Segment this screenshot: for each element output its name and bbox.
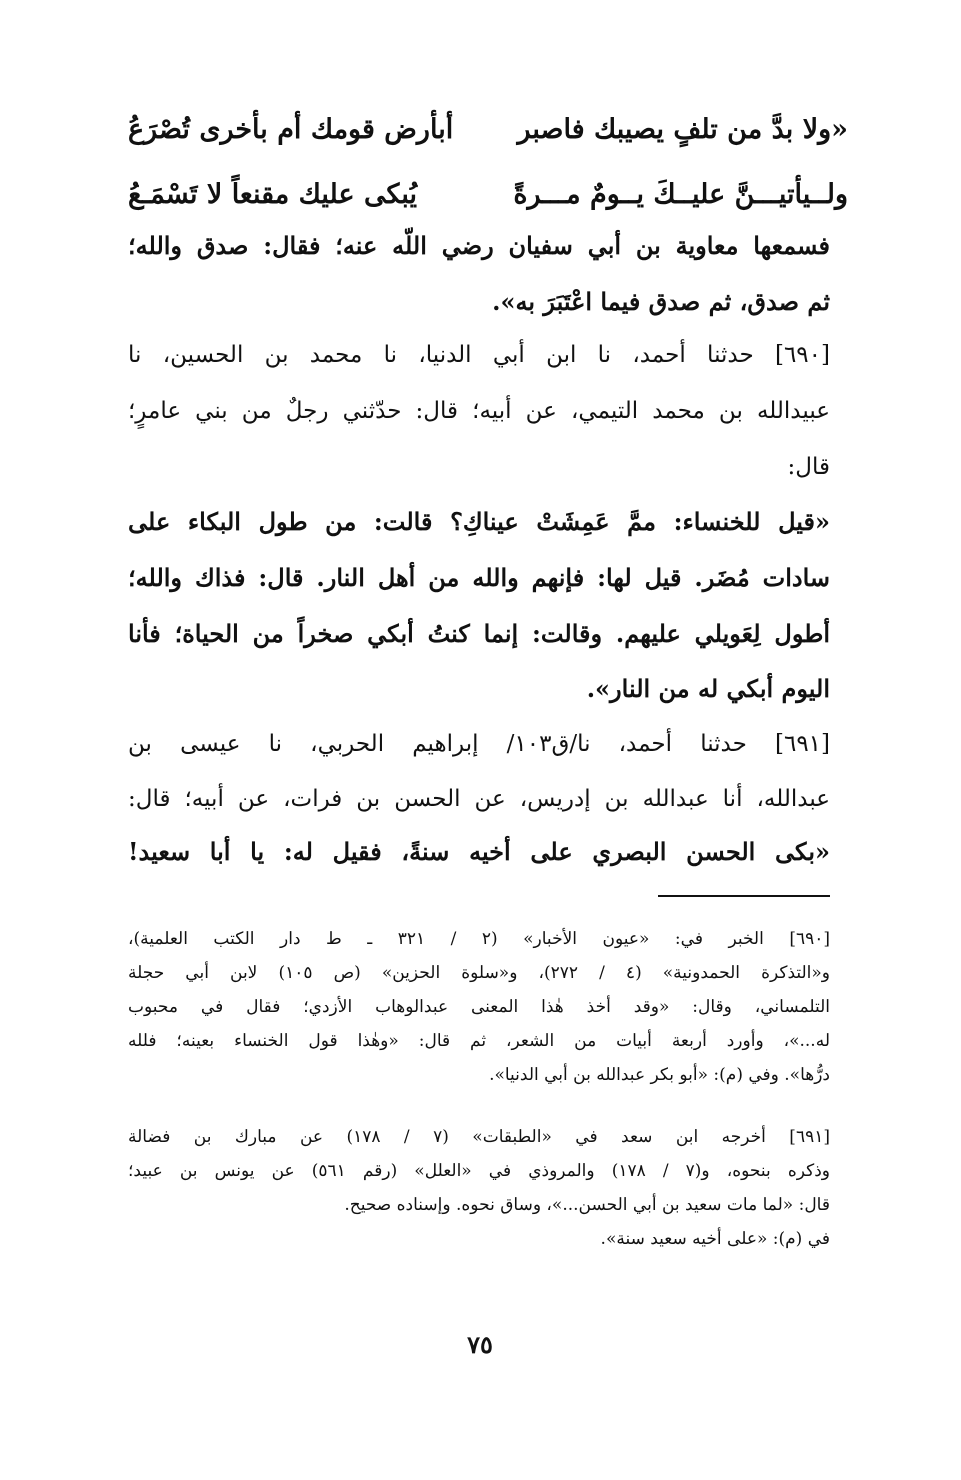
- footnote-line: و«التذكرة الحمدونية» (٤ / ٢٧٢)، و«سلوة الحزين» (ص ١٠٥) لابن أبي حجلة: [128, 963, 830, 983]
- body-line: «قيل للخنساء: ممَّ عَمِشَتْ عيناكِ؟ قالت: من طول البكاء على: [128, 507, 830, 536]
- body-line: عبدالله، أنا عبدالله بن إدريس، عن الحسن بن فرات، عن أبيه؛ قال:: [128, 786, 830, 812]
- poem-hemistich-second: أبأرض قومك أم بأخرى تُصْرَعُ: [128, 114, 454, 145]
- footnote-line: التلمساني، وقال: «وقد أخذ هٰذا المعنى عبدالوهاب الأزدي؛ فقال في محبوب: [128, 997, 830, 1017]
- body-line: عبيدالله بن محمد التيمي، عن أبيه؛ قال: حدّثني رجلٌ من بني عامرٍ؛: [128, 398, 830, 424]
- poem-hemistich-first: «ولا بدَّ من تلفٍ يصيبك فاصبر: [517, 114, 848, 145]
- body-line: قال:: [787, 454, 830, 480]
- body-line: «بكى الحسن البصري على أخيه سنةً، فقيل له: يا أبا سعيد!: [128, 837, 830, 866]
- footnote-separator: [658, 895, 830, 897]
- body-line: [٦٩٠] حدثنا أحمد، نا ابن أبي الدنيا، نا محمد بن الحسين، نا: [128, 342, 830, 368]
- footnote-line: قال: «لما مات سعيد بن أبي الحسن...»، وساق نحوه. وإسناده صحيح.: [344, 1195, 830, 1215]
- body-line: ثم صدق، ثم صدق فيما اعْتَبَرَ به».: [492, 287, 830, 316]
- footnote-line: [٦٩٠] الخبر في: «عيون الأخبار» (٢ / ٣٢١ ـ ط دار الكتب العلمية)،: [128, 929, 830, 949]
- body-line: اليوم أبكي له من النار».: [586, 674, 830, 703]
- footnote-line: له...»، وأورد أربعة أبيات من الشعر، ثم قال: «وهٰذا قول الخنساء بعينه؛ فلله: [128, 1031, 830, 1051]
- poem-hemistich-second: يُبكى عليك مقنعاً لا تَسْمَـعُ: [128, 179, 418, 210]
- footnote-line: وذكره بنحوه، و(٧ / ١٧٨) والمروذي في «العلل» (رقم ٥٦١) عن يونس بن عبيد؛: [128, 1161, 830, 1181]
- body-line: سادات مُضَر. قيل لها: فإنهم والله من أهل النار. قال: فذاك والله؛: [128, 563, 830, 592]
- poem-hemistich-first: ولــيأتيـــنَّ عليــكَ يــومٌ مـــرةً: [513, 179, 848, 210]
- body-line: أطول لِعَويلي عليهم. وقالت: إنما كنتُ أبكي صخراً من الحياة؛ فأنا: [128, 619, 830, 648]
- body-line: [٦٩١] حدثنا أحمد، نا/ق١٠٣/ إبراهيم الحربي، نا عيسى بن: [128, 731, 830, 757]
- footnote-line: درُّها». وفي (م): «أبو بكر عبدالله بن أبي الدنيا».: [489, 1065, 830, 1085]
- footnote-line: في (م): «على أخيه سعيد سنة».: [600, 1229, 830, 1249]
- footnote-line: [٦٩١] أخرجه ابن سعد في «الطبقات» (٧ / ١٧٨) عن مبارك بن فضالة: [128, 1127, 830, 1147]
- poem-verse: [128, 100, 848, 160]
- page-number: ٧٥: [467, 1330, 493, 1359]
- poem-verse: [128, 165, 848, 225]
- body-line: فسمعها معاوية بن أبي سفيان رضي اللّه عنه؛ فقال: صدق والله؛: [128, 231, 830, 260]
